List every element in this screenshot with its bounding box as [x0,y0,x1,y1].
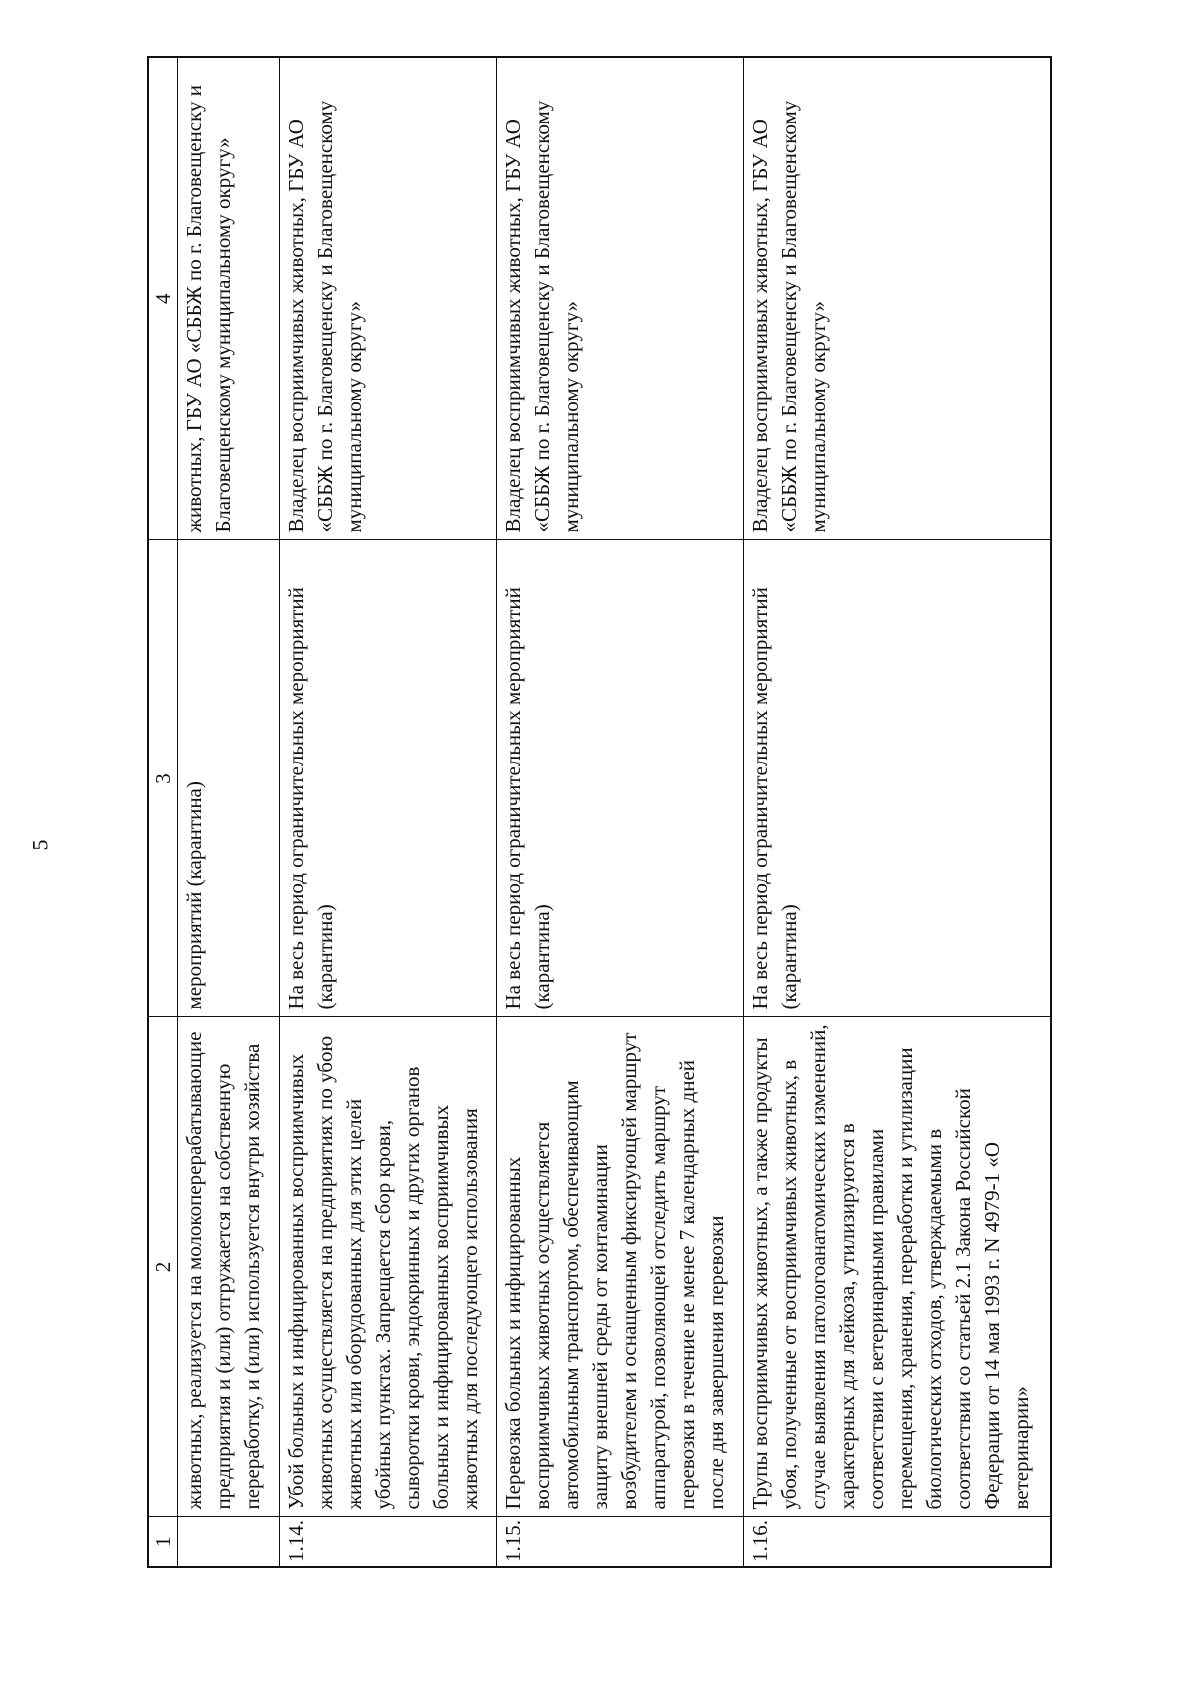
measure-text: Перевозка больных и инфицированных восприимчивых животных осуществляется автомобильным транспортом, обеспечивающим защиту внешней среды от контаминации возбудителем и оснащенным фиксирующей маршрут аппаратурой, позволяющей отследить маршрут перевозки в течение не менее 7 календарных дней после дня завершения перевозки [496,1017,743,1517]
measure-text: Трупы восприимчивых животных, а также продукты убоя, полученные от восприимчивых животных, в случае выявления патологоанатомических изменений, характерных для лейкоза, утилизируются в соответствии с ветеринарными правилами перемещения, хранения, переработки и утилизации биологических отходов, утверждаемыми в соответствии со статьей 2.1 Закона Российской Федерации от 14 мая 1993 г. N 4979-1 «О ветеринарии» [743,1017,1051,1517]
period-text: На весь период ограничительных мероприятий (карантина) [743,540,1051,1017]
table-row [743,57,1051,1567]
column-header-4: 4 [148,57,178,540]
table-row [178,57,280,1567]
column-header-3: 3 [148,540,178,1017]
measure-text: Убой больных и инфицированных восприимчивых животных осуществляется на предприятиях по убою животных или оборудованных для этих целей убойных пунктах. Запрещается сбор крови, сыворотки крови, эндокринных и других органов больных и инфицированных восприимчивых животных для последующего использования [280,1017,497,1517]
column-header-1: 1 [148,1517,178,1567]
table-header-row [148,57,178,1567]
page-number: 5 [27,839,53,851]
table-row [280,57,497,1567]
period-text: На весь период ограничительных мероприятий (карантина) [280,540,497,1017]
row-number: 1.16. [743,1517,1051,1567]
row-number: 1.14. [280,1517,497,1567]
table-row [496,57,743,1567]
responsible-text: животных, ГБУ АО «СББЖ по г. Благовещенску и Благовещенскому муниципальному округу» [178,57,280,540]
measures-table [147,56,1052,1568]
responsible-text: Владелец восприимчивых животных, ГБУ АО «СББЖ по г. Благовещенску и Благовещенскому муниципальному округу» [743,57,1051,540]
measures-table-container [147,58,1052,1568]
measure-text: животных, реализуется на молокоперерабатывающие предприятия и (или) отгружается на собственную переработку, и (или) используется внутри хозяйства [178,1017,280,1517]
row-number: 1.15. [496,1517,743,1567]
period-text: На весь период ограничительных мероприятий (карантина) [496,540,743,1017]
row-number [178,1517,280,1567]
period-text: мероприятий (карантина) [178,540,280,1017]
column-header-2: 2 [148,1017,178,1517]
responsible-text: Владелец восприимчивых животных, ГБУ АО «СББЖ по г. Благовещенску и Благовещенскому муниципальному округу» [496,57,743,540]
responsible-text: Владелец восприимчивых животных, ГБУ АО «СББЖ по г. Благовещенску и Благовещенскому муниципальному округу» [280,57,497,540]
